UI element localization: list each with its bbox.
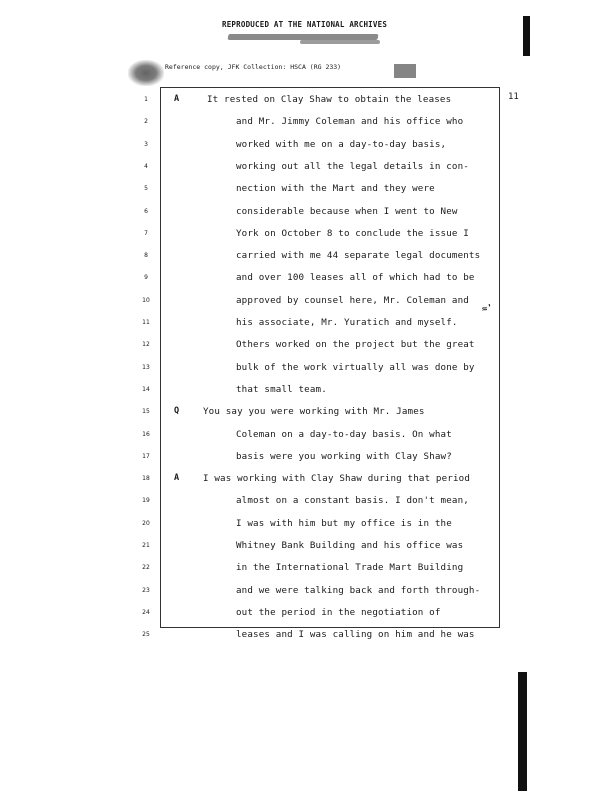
line-number: 17 [142,452,150,460]
line-number: 10 [142,296,150,304]
transcript-line-text: that small team. [236,383,327,395]
scan-edge-mark-top [523,16,530,56]
transcript-line-text: Others worked on the project but the great [236,339,475,351]
transcript-line-text: It rested on Clay Shaw to obtain the leases [207,94,452,105]
transcript-line-text: and Mr. Jimmy Coleman and his office who [236,116,464,128]
transcript-line-text: leases and I was calling on him and he was [236,629,475,641]
line-number: 21 [142,542,150,549]
line-number: 5 [144,185,148,193]
line-number: 14 [142,385,150,393]
transcript-line-text: nection with the Mart and they were [236,183,435,195]
margin-mark: ≈' [481,302,494,316]
line-number: 19 [142,497,150,505]
transcript-line-text: Coleman on a day-to-day basis. On what [236,428,452,440]
transcript-line-text: and over 100 leases all of which had to be [236,272,475,284]
ink-blot-right [394,64,416,78]
transcript-line-text: I was with him but my office is in the [236,517,452,529]
line-number: 20 [142,519,150,527]
transcript-line-text: and we were talking back and forth through- [236,584,481,596]
speaker-label: Q [174,406,180,417]
speaker-label: A [174,94,180,104]
transcript-line-text: in the International Trade Mart Building [236,562,464,574]
line-number: 22 [142,564,150,572]
line-number: 18 [142,475,150,483]
transcript-line-text: working out all the legal details in con- [236,160,469,172]
line-number: 16 [142,430,150,438]
transcript-line-text: carried with me 44 separate legal documents [236,250,481,262]
line-number: 8 [144,252,148,260]
line-number: 13 [142,363,150,371]
reference-line: Reference copy, JFK Collection: HSCA (RG 233) [165,63,342,71]
speaker-label: A [174,473,180,484]
transcript-line-text: York on October 8 to conclude the issue I [236,227,469,239]
line-number: 2 [144,118,148,126]
transcript-line-text: bulk of the work virtually all was done by [236,361,475,373]
transcript-line-text: approved by counsel here, Mr. Coleman and [236,294,469,306]
archive-stamp: REPRODUCED AT THE NATIONAL ARCHIVES [222,20,388,29]
line-number: 3 [144,140,148,148]
line-number: 12 [142,341,150,349]
line-number: 15 [142,408,150,416]
transcript-line-text: basis were you working with Clay Shaw? [236,450,452,462]
line-number: 7 [144,229,148,237]
line-number: 23 [142,586,150,594]
line-number: 6 [144,207,148,215]
ink-blot-left [128,60,164,86]
page-number: 11 [508,92,519,102]
line-number: 24 [142,608,150,616]
transcript-line-text: Whitney Bank Building and his office was [236,540,464,551]
line-number: 9 [144,274,148,282]
transcript-line-text: I was working with Clay Shaw during that period [203,473,471,485]
header-smudge-secondary [300,40,380,44]
transcript-line-text: almost on a constant basis. I don't mean, [236,495,469,507]
line-number: 4 [144,162,148,170]
transcript-line-text: his associate, Mr. Yuratich and myself. [236,317,458,328]
line-number: 1 [144,96,148,103]
transcript-line-text: out the period in the negotiation of [236,606,441,618]
line-number: 11 [142,319,150,326]
line-number: 25 [142,631,150,639]
scan-edge-mark-bottom [518,672,527,791]
transcript-line-text: worked with me on a day-to-day basis, [236,138,447,150]
transcript-line-text: You say you were working with Mr. James [203,406,425,418]
transcript-line-text: considerable because when I went to New [236,205,458,217]
